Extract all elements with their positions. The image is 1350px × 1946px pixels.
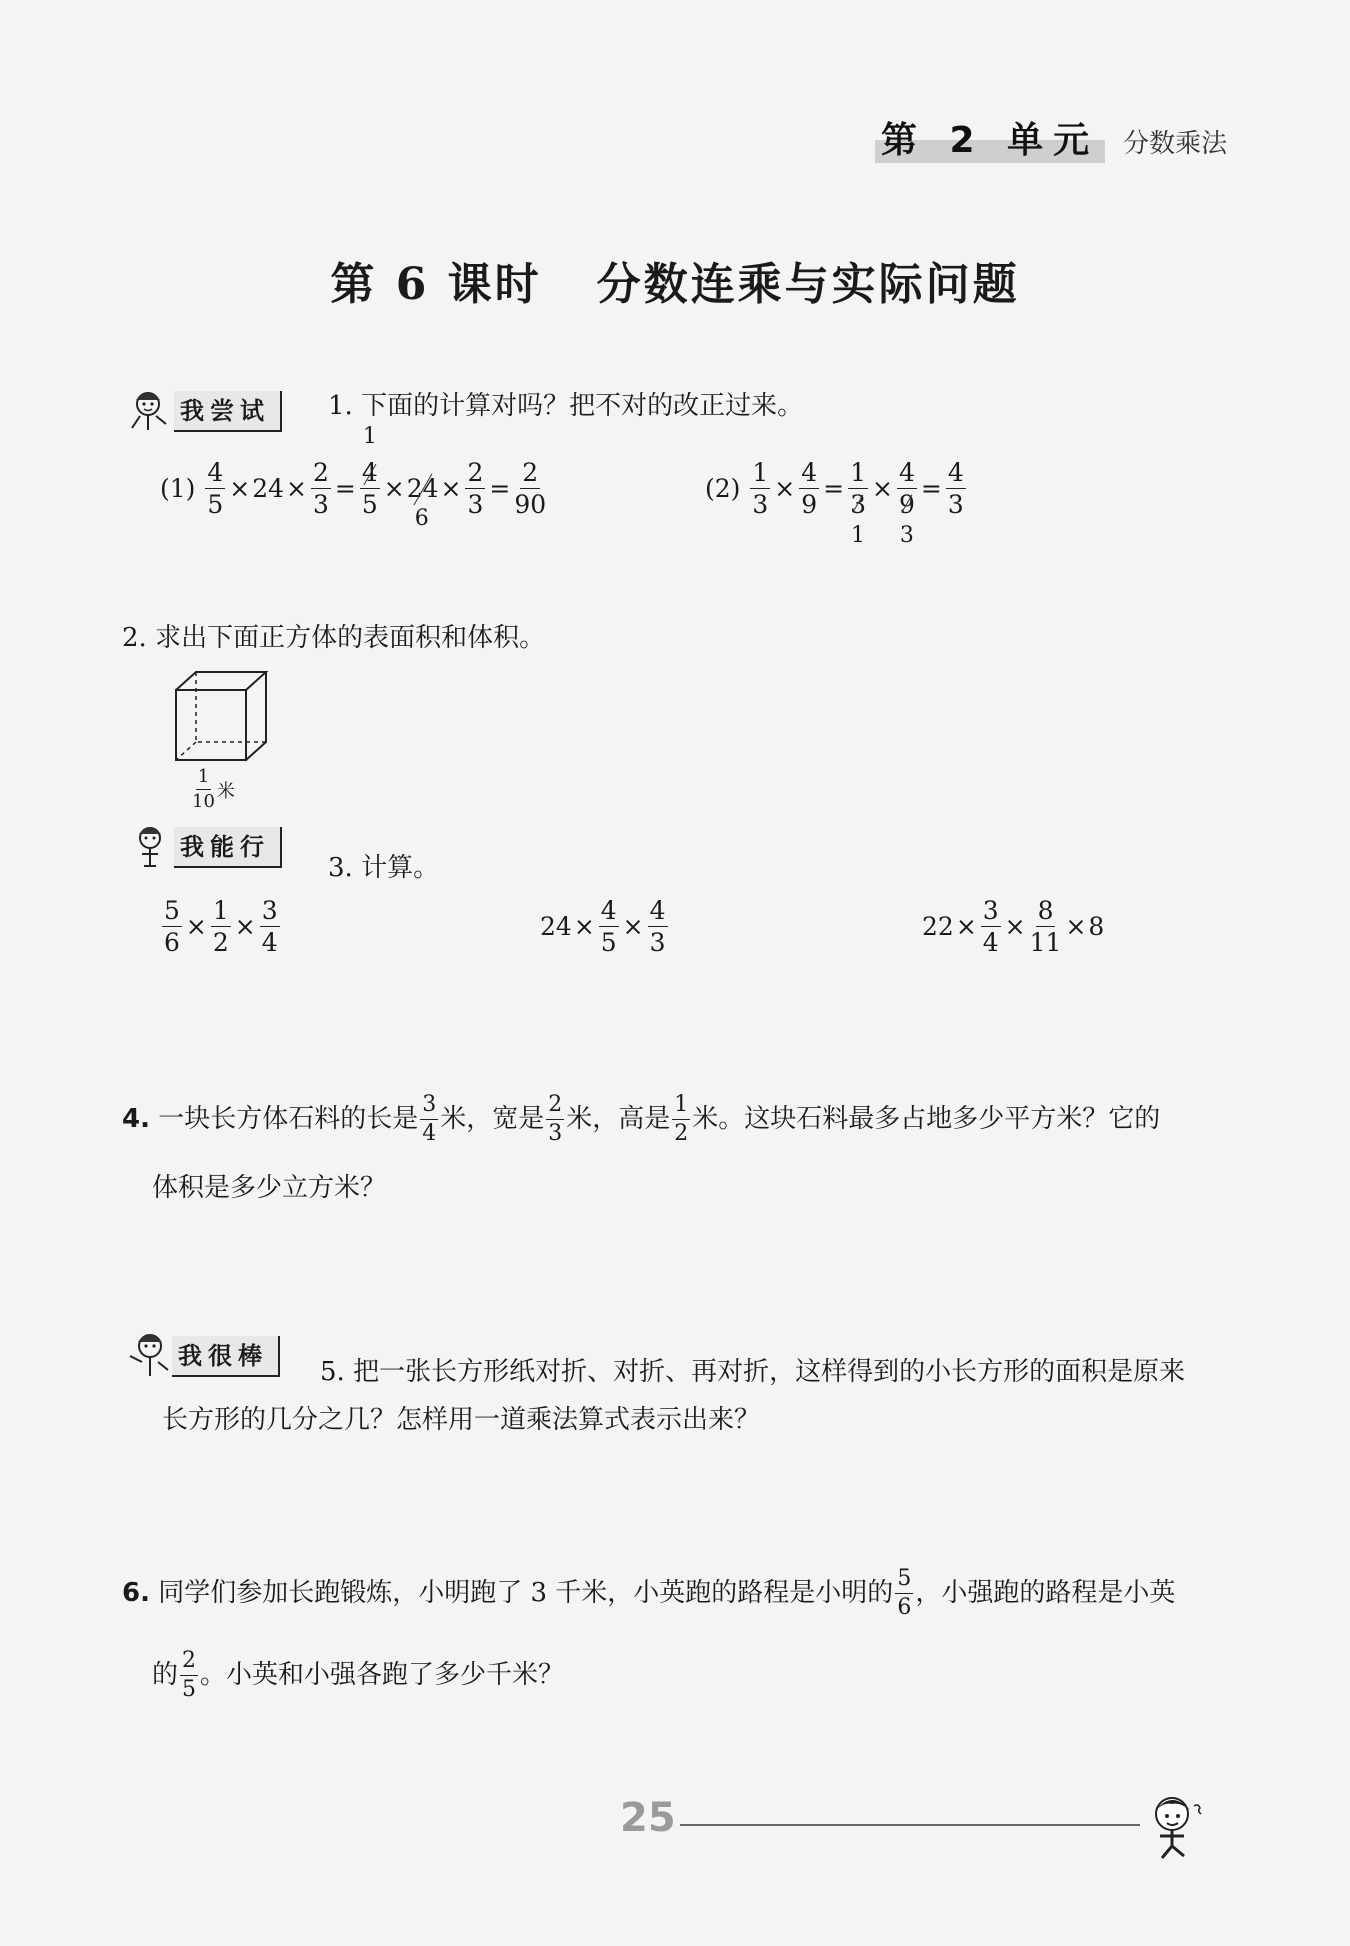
fraction: $\frac{2}{90}$ <box>514 458 547 519</box>
cube-diagram <box>172 668 272 768</box>
unit-subject: 分数乘法 <box>1123 129 1228 159</box>
fraction: $\frac{4}{5}$ <box>207 458 224 519</box>
lesson-title: 第 6 课时 分数连乘与实际问题 <box>330 259 1020 310</box>
fraction-crossed: 4 9 3 <box>898 458 915 548</box>
q6-line1: 6. 同学们参加长跑锻炼，小明跑了 3 千米，小英跑的路程是小明的 $\frac{5}{6}$ ，小强跑的路程是小英 <box>122 1566 1176 1620</box>
fraction: $\frac{2}{3}$ <box>313 458 329 519</box>
section-can <box>130 824 282 870</box>
section-try <box>122 388 282 434</box>
boy-mascot-icon <box>1140 1790 1210 1862</box>
fraction: $\frac{4}{9}$ <box>801 458 818 519</box>
unit-title: 第 2 单元 <box>875 112 1105 163</box>
q1-text <box>328 390 803 424</box>
girl-mascot-icon <box>130 824 174 870</box>
q6-line2: 的 $\frac{2}{5}$ 。小英和小强各跑了多少千米？ <box>152 1648 565 1702</box>
q1-p1-label: (1) <box>160 474 196 503</box>
girl-mascot-icon <box>122 388 174 434</box>
q3-text <box>328 852 439 886</box>
q2-text <box>122 622 545 656</box>
fraction-crossed: 1 4 5 <box>361 424 378 519</box>
q3-expr2: 24 × $\frac{4}{5}$ × $\frac{4}{3}$ <box>540 896 666 957</box>
fraction: $\frac{4}{3}$ <box>947 458 964 519</box>
section-can-label: 我能行 <box>174 827 282 868</box>
page-number: 25 <box>620 1795 676 1841</box>
section-great <box>124 1330 280 1382</box>
fraction: $\frac{2}{3}$ <box>467 458 484 519</box>
number: 24 <box>252 474 285 503</box>
fraction-crossed: 1 3 1 <box>850 458 866 548</box>
q2-prompt: 2. 求出下面正方体的表面积和体积。 <box>122 623 546 653</box>
footer-rule <box>680 1824 1140 1826</box>
q3-prompt: 3. 计算。 <box>328 853 440 883</box>
number-crossed: 24 6 <box>406 474 439 531</box>
q4-line2: 体积是多少立方米？ <box>152 1173 387 1203</box>
q1-part1: (1) $\frac{4}{5}$ × 24 × $\frac{2}{3}$ = 1 4 5 × 24 6 × $\frac{2}{3}$ = $\frac{2}{90}$ <box>160 424 547 531</box>
q1-prompt: 1. 下面的计算对吗？把不对的改正过来。 <box>328 391 804 421</box>
q3-expr1: $\frac{5}{6}$ × $\frac{1}{2}$ × $\frac{3}{4}$ <box>164 896 278 957</box>
q3-expr3: 22 × $\frac{3}{4}$ × $\frac{8}{11}$ × 8 <box>922 896 1105 957</box>
section-try-label: 我尝试 <box>174 391 282 432</box>
cube-edge-label: $\frac{1}{10}$ 米 <box>192 766 235 812</box>
q5-line1: 5. 把一张长方形纸对折、对折、再对折，这样得到的小长方形的面积是原来 <box>320 1357 1186 1387</box>
unit-header <box>875 112 1227 163</box>
girl-mascot-icon <box>124 1330 172 1382</box>
q1-p2-label: (2) <box>705 474 741 503</box>
fraction: $\frac{1}{3}$ <box>752 458 769 519</box>
section-great-label: 我很棒 <box>172 1336 280 1377</box>
q1-part2: (2) $\frac{1}{3}$ × $\frac{4}{9}$ = 1 3 1 × 4 9 3 = $\frac{4}{3}$ <box>705 458 964 548</box>
q4-line1: 4. 一块长方体石料的长是 $\frac{3}{4}$ 米，宽是 $\frac{2}{3}$ 米，高是 $\frac{1}{2}$ 米。这块石料最多占地多少平方米？它的 <box>122 1092 1161 1146</box>
q5-line2: 长方形的几分之几？怎样用一道乘法算式表示出来？ <box>162 1405 761 1435</box>
